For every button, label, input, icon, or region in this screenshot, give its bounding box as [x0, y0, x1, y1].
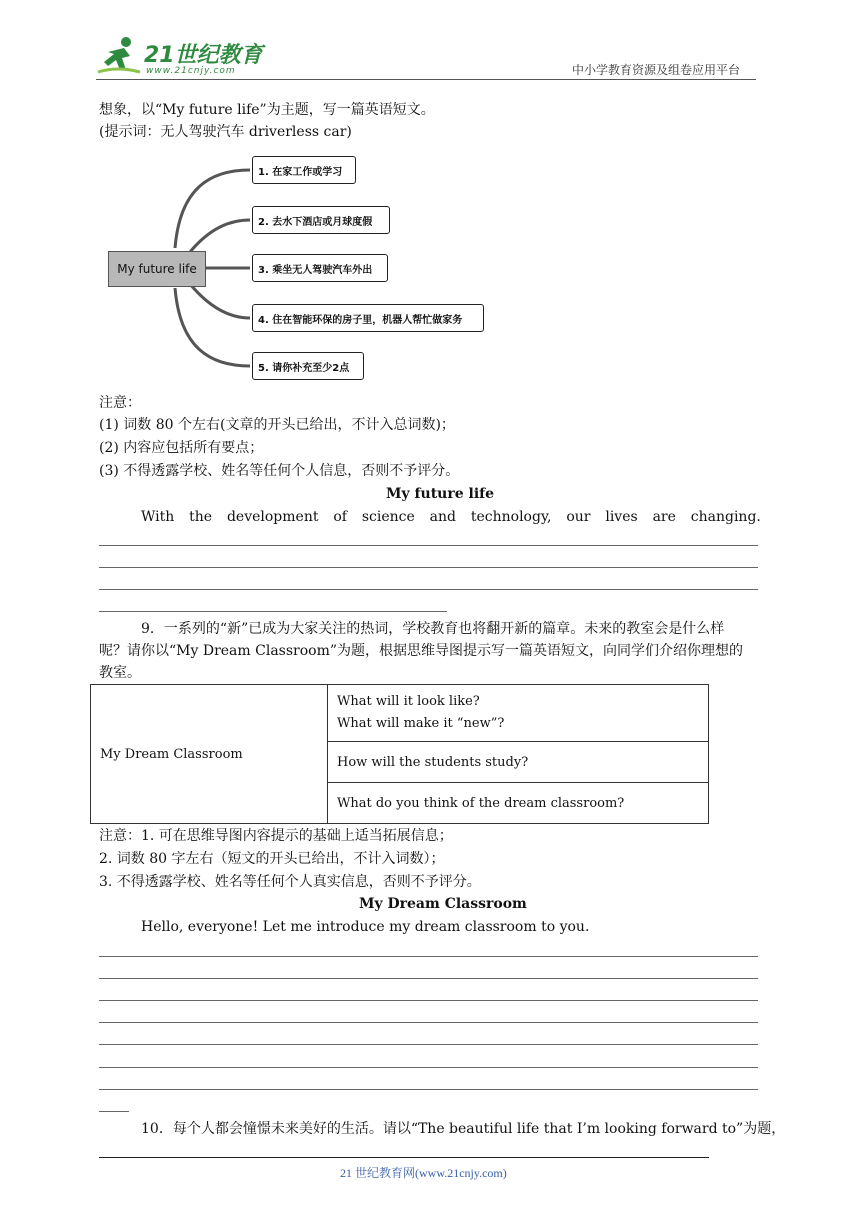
opening-word: and — [429, 509, 456, 525]
q9-prompt-line-2: 呢？请你以“My Dream Classroom”为题，根据思维导图提示写一篇英语短文，向同学们介绍你理想的 — [99, 643, 744, 659]
q8-note-3: (3) 不得透露学校、姓名等任何个人信息，否则不予评分。 — [99, 463, 460, 479]
opening-word: our — [566, 509, 591, 525]
q9-writing-line[interactable] — [99, 1022, 758, 1023]
opening-word: With — [141, 509, 175, 525]
opening-word: the — [189, 509, 213, 525]
logo-text: 21世纪教育 — [144, 43, 263, 68]
q9-note-1: 注意：1. 可在思维导图内容提示的基础上适当拓展信息； — [99, 828, 453, 844]
dream-classroom-table — [90, 684, 709, 824]
mindmap-root: My future life — [108, 251, 206, 287]
header-platform-text: 中小学教育资源及组卷应用平台 — [572, 63, 741, 77]
table-cell-study: How will the students study? — [328, 742, 709, 783]
q9-writing-line[interactable] — [99, 1044, 758, 1045]
mindmap — [100, 148, 500, 384]
q9-writing-line[interactable] — [99, 978, 758, 979]
opening-word: technology, — [470, 509, 552, 525]
q8-essay-opening — [141, 507, 761, 527]
mindmap-item-5: 5. 请你补充至少2点 — [252, 352, 364, 380]
q9-essay-opening: Hello, everyone! Let me introduce my dream classroom to you. — [141, 919, 590, 935]
runner-logo-icon — [96, 36, 142, 76]
q9-note-3: 3. 不得透露学校、姓名等任何个人真实信息，否则不予评分。 — [99, 874, 481, 890]
q9-prompt-line-1: 9．一系列的“新”已成为大家关注的热词，学校教育也将翻开新的篇章。未来的教室会是什么样 — [141, 621, 725, 637]
q9-prompt-line-3: 教室。 — [99, 665, 141, 681]
mindmap-item-3: 3. 乘坐无人驾驶汽车外出 — [252, 254, 388, 282]
opening-word: development — [226, 509, 319, 525]
q9-writing-line[interactable] — [99, 1089, 758, 1090]
opening-word: are — [652, 509, 676, 525]
q8-note-2: (2) 内容应包括所有要点； — [99, 440, 264, 456]
q8-essay-title: My future life — [386, 486, 495, 502]
q9-note-2: 2. 词数 80 字左右（短文的开头已给出，不计入词数）； — [99, 851, 445, 867]
logo — [96, 36, 266, 80]
q8-writing-line[interactable] — [99, 567, 758, 568]
opening-word: changing. — [690, 509, 761, 525]
mindmap-item-1: 1. 在家工作或学习 — [252, 156, 356, 184]
q9-writing-line[interactable] — [99, 956, 758, 957]
q8-writing-line[interactable] — [99, 611, 447, 612]
q8-writing-line[interactable] — [99, 589, 758, 590]
table-question: What will make it “new”? — [337, 716, 505, 731]
q8-hint: (提示词：无人驾驶汽车 driverless car) — [99, 124, 352, 140]
mindmap-item-4: 4. 住在智能环保的房子里，机器人帮忙做家务 — [252, 304, 484, 332]
q10-prompt-line-1: 10．每个人都会憧憬未来美好的生活。请以“The beautiful life that I’m looking forward to”为题， — [141, 1121, 786, 1137]
logo-url: www.21cnjy.com — [146, 66, 236, 76]
q9-writing-line[interactable] — [99, 1111, 129, 1112]
header-rule — [96, 79, 756, 80]
q8-notes-title: 注意： — [99, 395, 141, 411]
table-cell-opinion: What do you think of the dream classroom? — [328, 783, 709, 824]
q8-note-1: (1) 词数 80 个左右(文章的开头已给出，不计入总词数)； — [99, 417, 455, 433]
table-cell-look — [328, 685, 709, 742]
opening-word: of — [333, 509, 347, 525]
footer-rule — [99, 1157, 709, 1158]
opening-word: lives — [605, 509, 638, 525]
table-topic-cell: My Dream Classroom — [91, 685, 328, 824]
footer-text: 21 世纪教育网(www.21cnjy.com) — [340, 1166, 507, 1180]
table-question: What will it look like? — [337, 694, 480, 709]
mindmap-item-2: 2. 去水下酒店或月球度假 — [252, 206, 390, 234]
q9-writing-line[interactable] — [99, 1067, 758, 1068]
q9-essay-title: My Dream Classroom — [359, 896, 527, 912]
q8-writing-line[interactable] — [99, 545, 758, 546]
q9-writing-line[interactable] — [99, 1000, 758, 1001]
q8-intro: 想象，以“My future life”为主题，写一篇英语短文。 — [99, 102, 435, 118]
opening-word: science — [361, 509, 415, 525]
